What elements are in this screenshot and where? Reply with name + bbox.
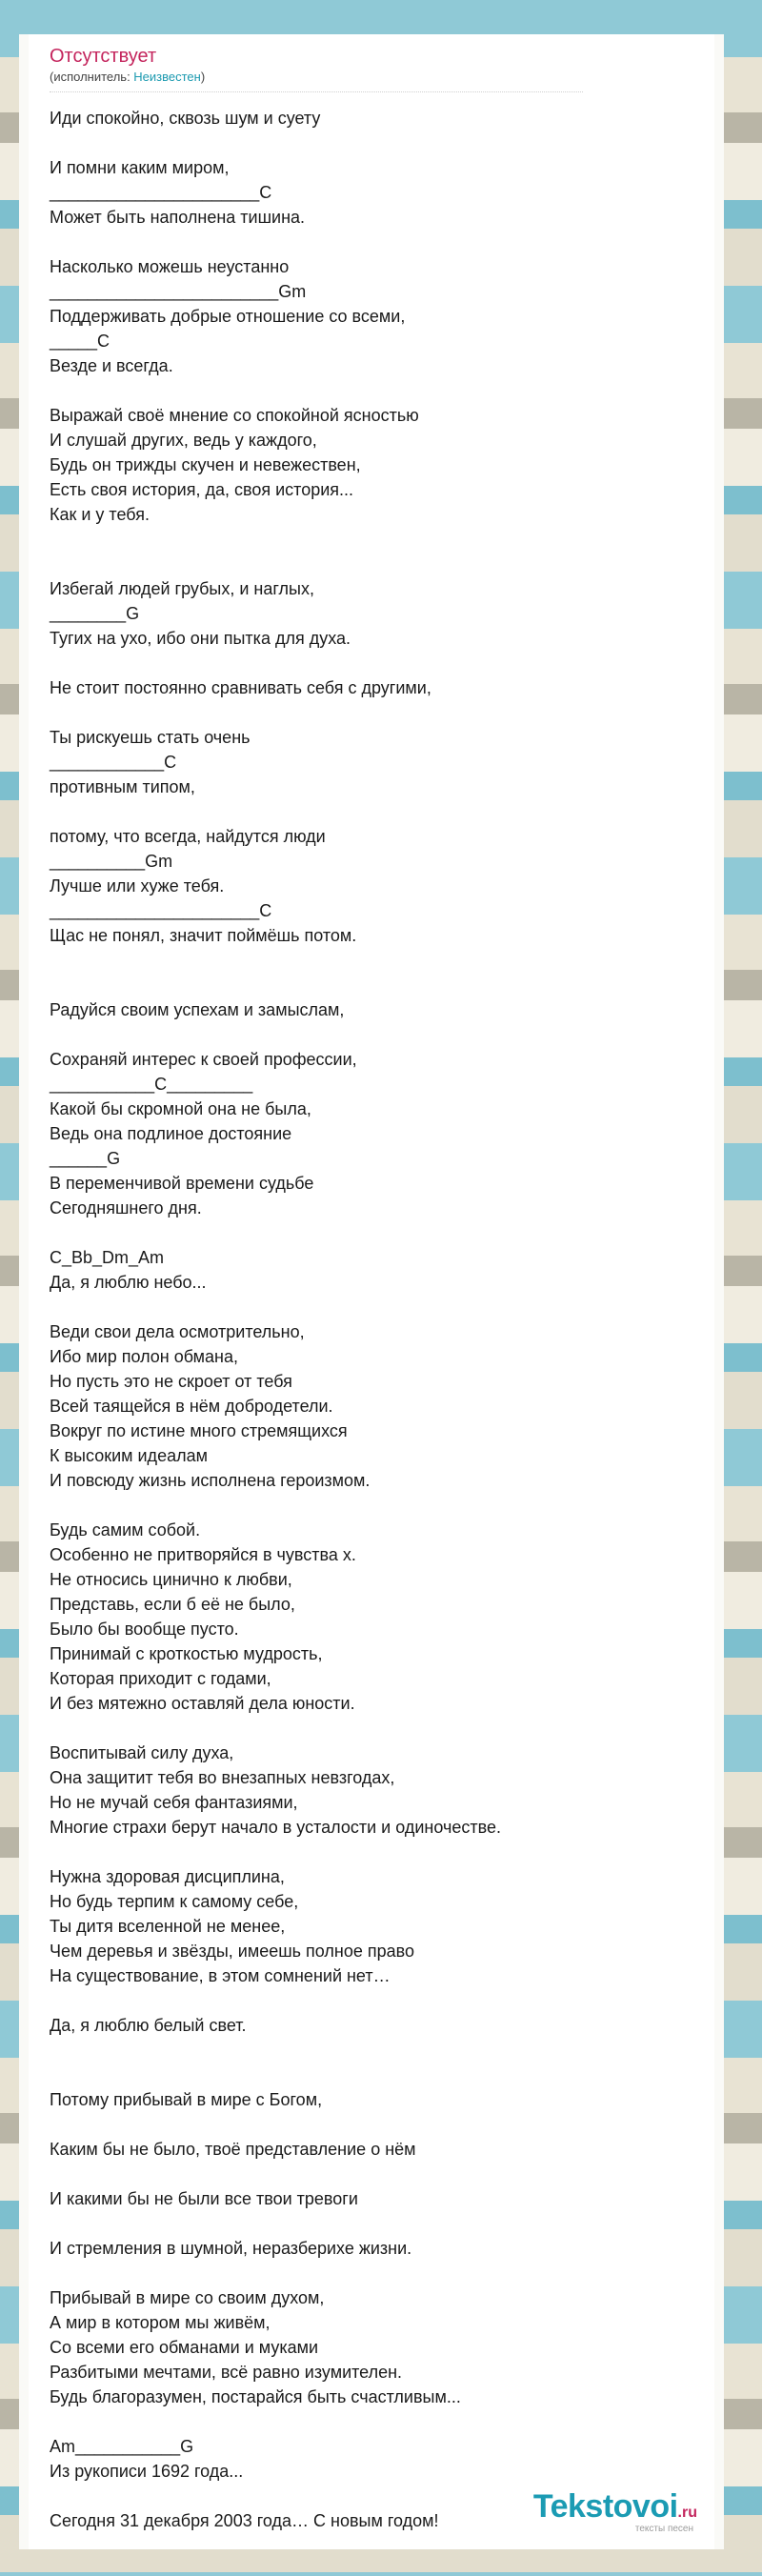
lyric-line [50, 948, 714, 973]
lyric-line [50, 1022, 714, 1047]
lyric-line: противным типом, [50, 777, 195, 796]
lyric-line: Поддерживать добрые отношение со всеми, [50, 307, 406, 326]
lyric-line: Веди свои дела осмотрительно, [50, 1322, 305, 1341]
lyric-line [50, 1840, 714, 1864]
lyric-line: Может быть наполнена тишина. [50, 208, 306, 227]
lyric-line: Тугих на ухо, ибо они пытка для духа. [50, 629, 351, 648]
lyric-line: ___________C_________ [50, 1075, 253, 1094]
lyric-line [50, 1988, 714, 2013]
lyric-line: Многие страхи берут начало в усталости и одиночестве. [50, 1818, 501, 1837]
lyric-line: Лучше или хуже тебя. [50, 876, 225, 896]
lyric-line: В переменчивой времени судьбе [50, 1174, 314, 1193]
lyric-line: __________Gm [50, 852, 173, 871]
lyric-line: ______G [50, 1149, 121, 1168]
lyric-line [50, 378, 714, 403]
lyric-line: Да, я люблю белый свет. [50, 2016, 247, 2035]
lyric-line: Чем деревья и звёзды, имеешь полное право [50, 1942, 415, 1961]
site-logo[interactable] [533, 2490, 697, 2534]
lyric-line: Ты рискуешь стать очень [50, 728, 251, 747]
lyric-line: Которая приходит с годами, [50, 1669, 271, 1688]
lyric-line: Какой бы скромной она не была, [50, 1099, 311, 1118]
lyric-line [50, 1220, 714, 1245]
lyric-line [50, 2211, 714, 2236]
lyric-line: И какими бы не были все твои тревоги [50, 2189, 358, 2208]
lyric-line: А мир в котором мы живём, [50, 2313, 271, 2332]
lyric-line: И помни каким миром, [50, 158, 230, 177]
lyric-line: Но не мучай себя фантазиями, [50, 1793, 298, 1812]
header-divider [50, 91, 583, 92]
lyric-line: И слушай других, ведь у каждого, [50, 431, 317, 450]
logo-domain: .ru [677, 2505, 697, 2521]
artist-link[interactable]: Неизвестен [133, 70, 201, 84]
song-title: Отсутствует [50, 46, 157, 67]
lyric-line: Воспитывай силу духа, [50, 1743, 234, 1762]
lyric-line: И повсюду жизнь исполнена героизмом. [50, 1471, 371, 1490]
lyric-line: Представь, если б её не было, [50, 1595, 295, 1614]
lyric-line [50, 973, 714, 997]
lyric-line: Сохраняй интерес к своей профессии, [50, 1050, 357, 1069]
lyric-line: Иди спокойно, сквозь шум и суету [50, 109, 321, 128]
artist-prefix: (исполнитель: [50, 70, 134, 84]
lyric-line: Прибывай в мире со своим духом, [50, 2288, 325, 2307]
lyric-line [50, 651, 714, 675]
lyric-line: Но будь терпим к самому себе, [50, 1892, 299, 1911]
lyric-line: Будь самим собой. [50, 1520, 201, 1540]
lyric-line: Особенно не притворяйся в чувства х. [50, 1545, 356, 1564]
lyric-line [50, 2409, 714, 2434]
lyric-line: Да, я люблю небо... [50, 1273, 207, 1292]
lyric-line: Везде и всегда. [50, 356, 173, 375]
lyric-line: Будь он трижды скучен и невежествен, [50, 455, 361, 474]
lyric-line: потому, что всегда, найдутся люди [50, 827, 326, 846]
lyric-line: Не относись цинично к любви, [50, 1570, 292, 1589]
song-header [29, 34, 714, 86]
lyric-line: ____________C [50, 753, 177, 772]
lyric-line [50, 552, 714, 576]
lyric-line [50, 700, 714, 725]
lyric-line: И стремления в шумной, неразберихе жизни. [50, 2239, 412, 2258]
lyric-line: Ты дитя вселенной не менее, [50, 1917, 286, 1936]
lyric-line: ______________________C [50, 901, 272, 920]
lyric-line: Сегодня 31 декабря 2003 года… С новым годом! [50, 2511, 439, 2530]
lyric-line [50, 799, 714, 824]
lyric-line: ________________________Gm [50, 282, 307, 301]
lyric-line: ________G [50, 604, 140, 623]
lyrics-page [19, 34, 724, 2549]
lyric-line: Всей таящейся в нём добродетели. [50, 1397, 333, 1416]
lyric-line [50, 2038, 714, 2063]
logo-tagline: тексты песен [634, 2524, 693, 2534]
lyric-line: Не стоит постоянно сравнивать себя с другими, [50, 678, 431, 697]
lyric-line: Есть своя история, да, своя история... [50, 480, 354, 499]
lyric-line [50, 1493, 714, 1518]
lyric-line: Было бы вообще пусто. [50, 1620, 239, 1639]
artist-suffix: ) [200, 70, 206, 84]
lyric-line: Am___________G [50, 2437, 194, 2456]
lyric-line [50, 1295, 714, 1319]
lyric-line [50, 527, 714, 552]
lyric-line: Будь благоразумен, постарайся быть счастливым... [50, 2387, 461, 2406]
lyric-line: Щас не понял, значит поймёшь потом. [50, 926, 357, 945]
lyric-line [50, 230, 714, 254]
lyric-line: Потому прибывай в мире с Богом, [50, 2090, 323, 2109]
lyric-line: Ибо мир полон обмана, [50, 1347, 238, 1366]
logo-main-text: Tekstovoi [532, 2488, 678, 2525]
lyric-line: Нужна здоровая дисциплина, [50, 1867, 285, 1886]
lyric-line: И без мятежно оставляй дела юности. [50, 1694, 355, 1713]
lyrics-text [50, 106, 714, 2533]
lyric-line [50, 2261, 714, 2285]
lyric-line [50, 2112, 714, 2137]
lyric-line: Она защитит тебя во внезапных невзгодах, [50, 1768, 395, 1787]
lyric-line: Но пусть это не скроет от тебя [50, 1372, 292, 1391]
artist-line [50, 69, 714, 86]
lyric-line: Насколько можешь неустанно [50, 257, 290, 276]
lyric-line: Вокруг по истине много стремящихся [50, 1421, 348, 1440]
lyric-line: Выражай своё мнение со спокойной ясностью [50, 406, 419, 425]
lyric-line: К высоким идеалам [50, 1446, 208, 1465]
lyric-line: ______________________C [50, 183, 272, 202]
lyric-line [50, 131, 714, 155]
lyric-line: Ведь она подлиное достояние [50, 1124, 292, 1143]
lyric-line: На существование, в этом сомнений нет… [50, 1966, 391, 1985]
lyric-line [50, 2063, 714, 2087]
lyric-line: Как и у тебя. [50, 505, 150, 524]
lyric-line [50, 1716, 714, 1741]
lyric-line: Разбитыми мечтами, всё равно изумителен. [50, 2363, 403, 2382]
lyric-line: _____C [50, 332, 110, 351]
lyric-line: C_Bb_Dm_Am [50, 1248, 165, 1267]
lyric-line: Из рукописи 1692 года... [50, 2462, 244, 2481]
lyric-line: Радуйся своим успехам и замыслам, [50, 1000, 345, 1019]
lyric-line: Со всеми его обманами и муками [50, 2338, 319, 2357]
lyric-line: Каким бы не было, твоё представление о нём [50, 2140, 416, 2159]
lyric-line: Сегодняшнего дня. [50, 1198, 202, 1218]
lyric-line: Избегай людей грубых, и наглых, [50, 579, 314, 598]
lyric-line: Принимай с кроткостью мудрость, [50, 1644, 323, 1663]
lyric-line [50, 2162, 714, 2186]
